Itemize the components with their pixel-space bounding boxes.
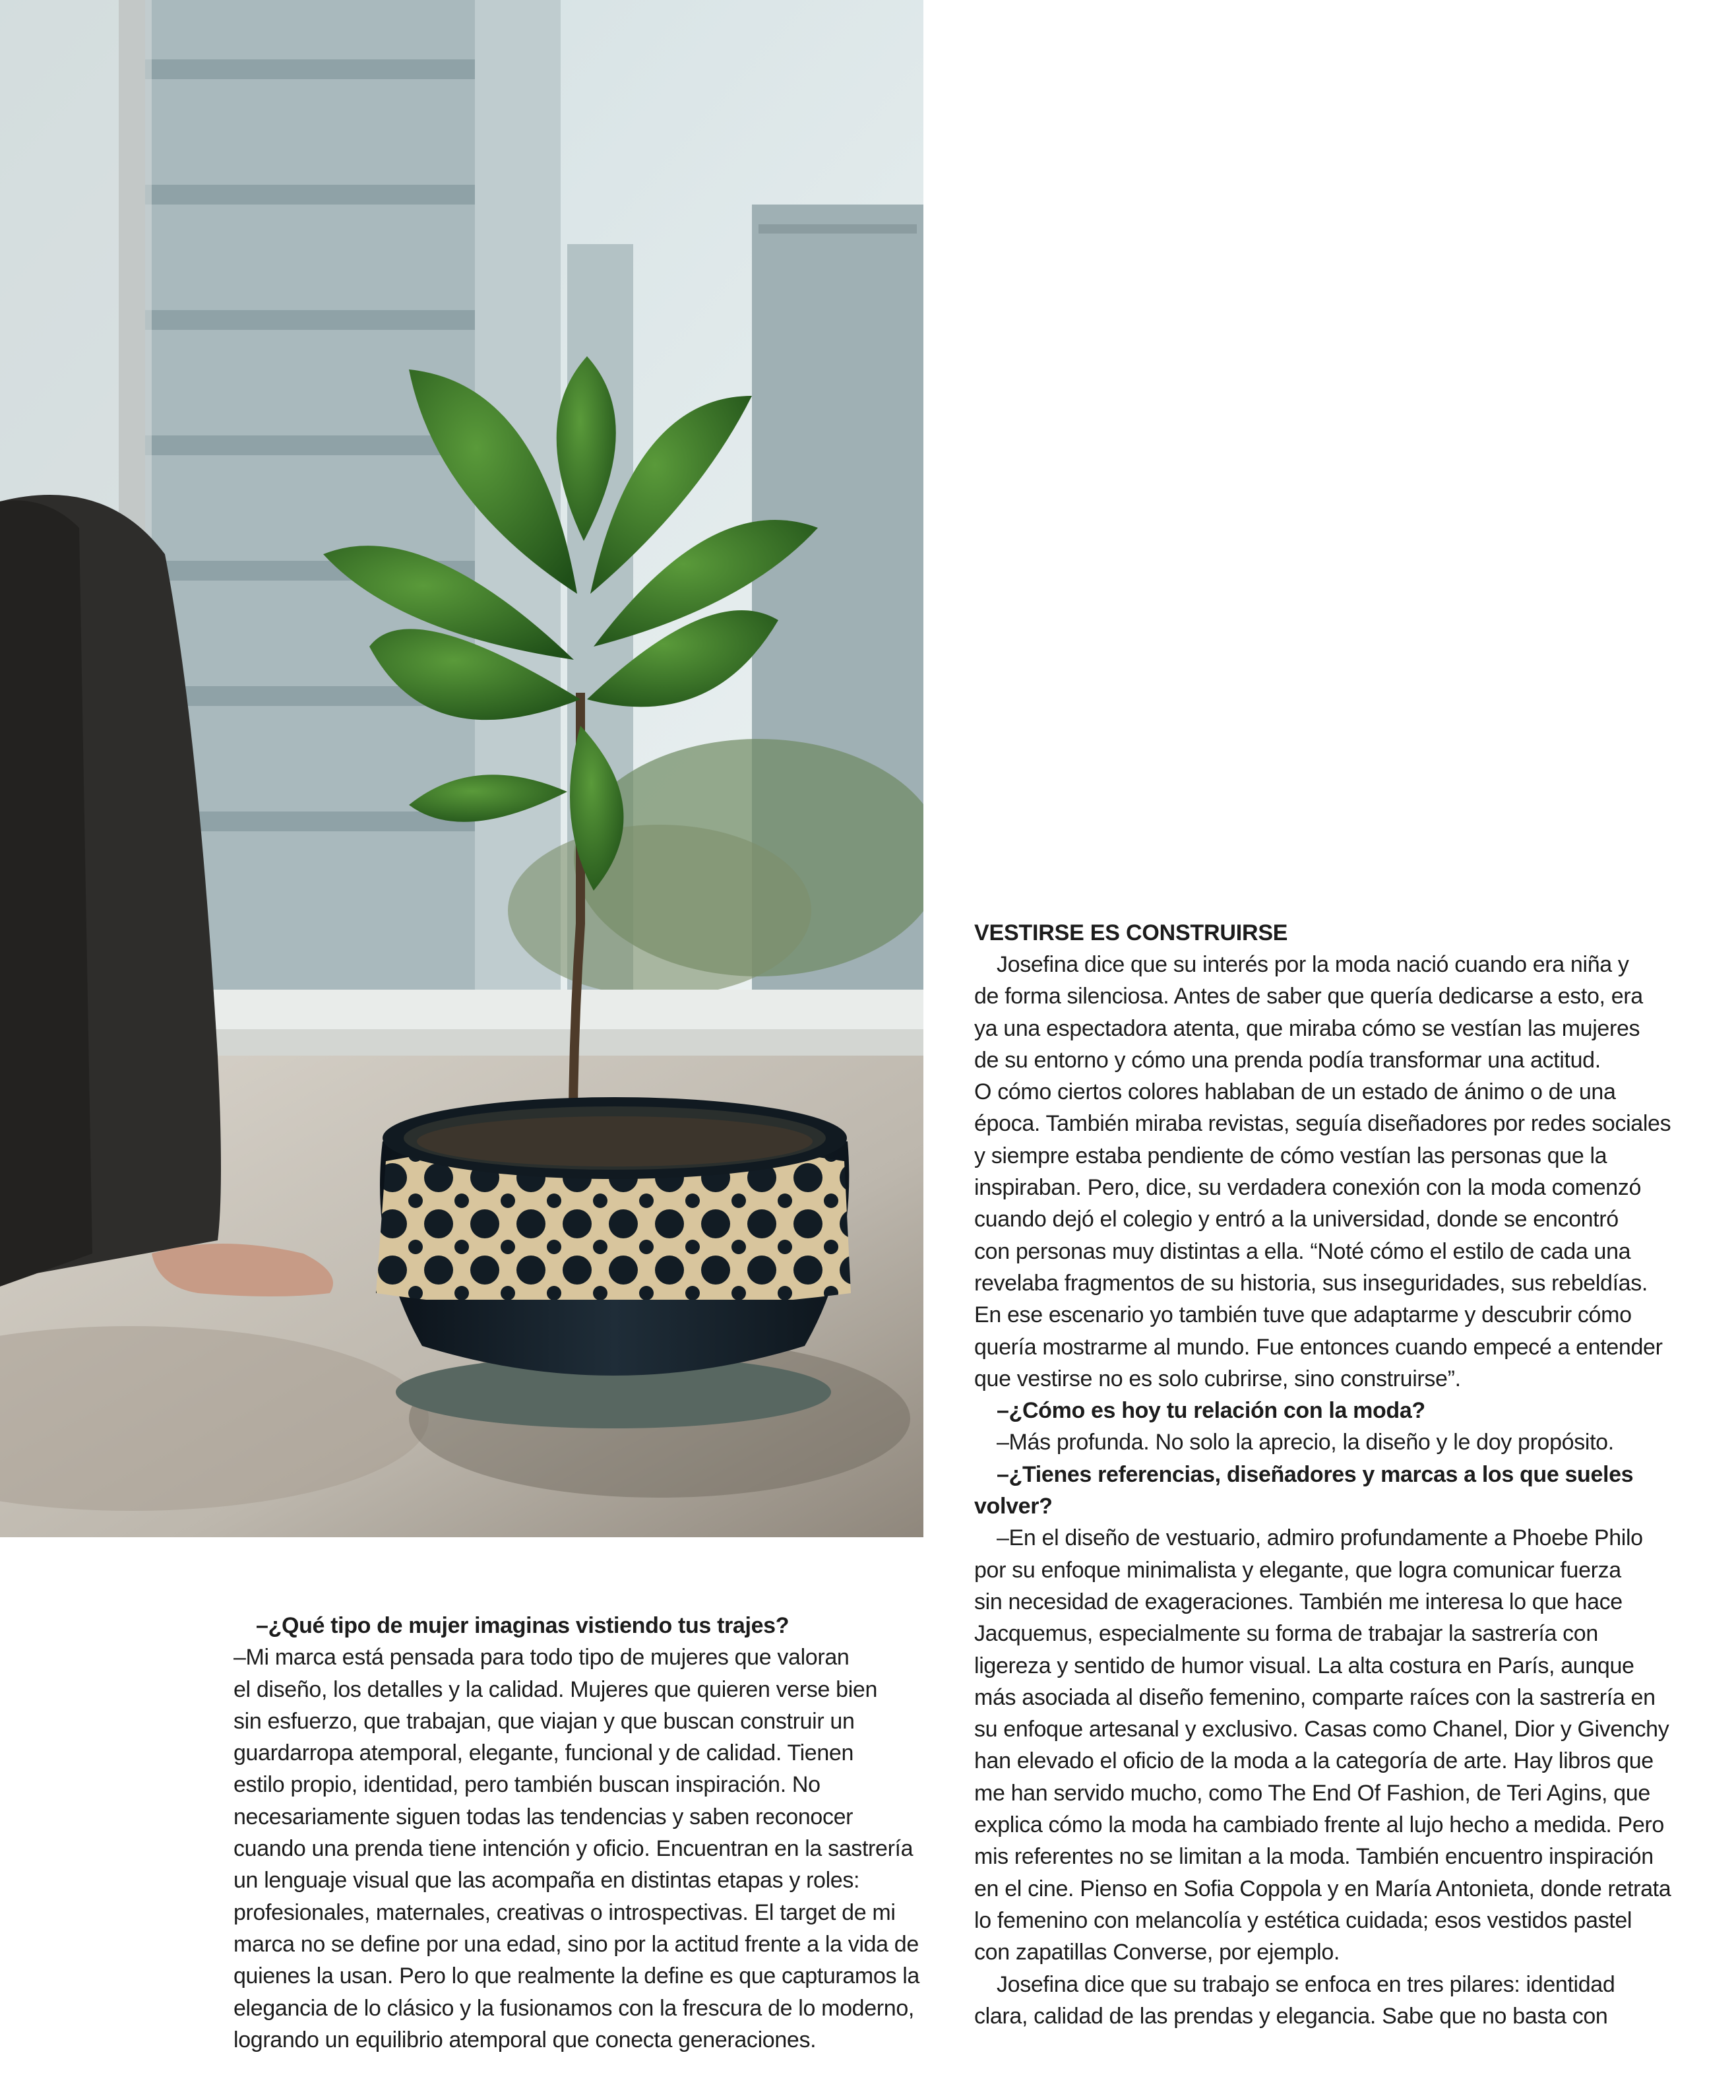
paragraph-line: profesionales, maternales, creativas o introspectivas. El target de mi	[233, 1899, 896, 1925]
paragraph-line: con personas muy distintas a ella. “Noté cómo el estilo de cada una	[974, 1238, 1631, 1264]
paragraph-line: el diseño, los detalles y la calidad. Mujeres que quieren verse bien	[233, 1676, 878, 1702]
left-column	[233, 1610, 919, 2056]
paragraph-line: su enfoque artesanal y exclusivo. Casas como Chanel, Dior y Givenchy	[974, 1717, 1669, 1742]
paragraph-line: y siempre estaba pendiente de cómo vestían las personas que la	[974, 1143, 1607, 1168]
paragraph-line: por su enfoque minimalista y elegante, que logra comunicar fuerza	[974, 1557, 1621, 1583]
paragraph-line: de su entorno y cómo una prenda podía transformar una actitud.	[974, 1047, 1601, 1073]
section-heading: VESTIRSE ES CONSTRUIRSE	[974, 920, 1288, 945]
paragraph-line: necesariamente siguen todas las tendencias y saben reconocer	[233, 1804, 853, 1830]
paragraph-line: marca no se define por una edad, sino por la actitud frente a la vida de	[233, 1931, 919, 1957]
paragraph-line: O cómo ciertos colores hablaban de un estado de ánimo o de una	[974, 1079, 1616, 1105]
paragraph-line: época. También miraba revistas, seguía diseñadores por redes sociales	[974, 1111, 1671, 1137]
paragraph-line: que vestirse no es solo cubrirse, sino construirse”.	[974, 1366, 1461, 1391]
paragraph-line: más asociada al diseño femenino, comparte raíces con la sastrería en	[974, 1684, 1656, 1710]
paragraph-line: Jacquemus, especialmente su forma de trabajar la sastrería con	[974, 1621, 1598, 1647]
paragraph-line: sin necesidad de exageraciones. También me interesa lo que hace	[974, 1589, 1623, 1614]
paragraph-line: cuando dejó el colegio y entró a la universidad, donde se encontró	[974, 1207, 1619, 1232]
plant-illustration	[0, 0, 923, 1537]
paragraph-line: ya una espectadora atenta, que miraba cómo se vestían las mujeres	[974, 1015, 1640, 1041]
paragraph-line: han elevado el oficio de la moda a la categoría de arte. Hay libros que	[974, 1748, 1654, 1774]
paragraph-line: un lenguaje visual que las acompaña en distintas etapas y roles:	[233, 1868, 860, 1893]
paragraph-line: En ese escenario yo también tuve que adaptarme y descubrir cómo	[974, 1302, 1632, 1328]
paragraph-line: quienes la usan. Pero lo que realmente la define es que capturamos la	[233, 1963, 919, 1989]
paragraph-line: con zapatillas Converse, por ejemplo.	[974, 1940, 1340, 1965]
paragraph-line: explica cómo la moda ha cambiado frente al lujo hecho a medida. Pero	[974, 1812, 1664, 1838]
paragraph-line: cuando una prenda tiene intención y oficio. Encuentran en la sastrería	[233, 1836, 914, 1862]
paragraph-line: sin esfuerzo, que trabajan, que viajan y que buscan construir un	[233, 1708, 855, 1734]
paragraph-line: guardarropa atemporal, elegante, funcional y de calidad. Tienen	[233, 1740, 854, 1766]
paragraph-line: clara, calidad de las prendas y elegancia. Sabe que no basta con	[974, 2003, 1608, 2029]
question-heading: –¿Tienes referencias, diseñadores y marcas a los que sueles	[997, 1461, 1634, 1487]
paragraph-line: ligereza y sentido de humor visual. La alta costura en París, aunque	[974, 1653, 1634, 1678]
paragraph-line: revelaba fragmentos de su historia, sus inseguridades, sus rebeldías.	[974, 1270, 1648, 1296]
paragraph-line: en el cine. Pienso en Sofia Coppola y en María Antonieta, donde retrata	[974, 1876, 1671, 1901]
paragraph-line: me han servido mucho, como The End Of Fashion, de Teri Agins, que	[974, 1780, 1650, 1806]
paragraph-line: lo femenino con melancolía y estética cuidada; esos vestidos pastel	[974, 1907, 1632, 1933]
paragraph-line: –Mi marca está pensada para todo tipo de mujeres que valoran	[233, 1645, 850, 1670]
right-column	[974, 917, 1673, 2032]
paragraph-line: elegancia de lo clásico y la fusionamos con la frescura de lo moderno,	[233, 1995, 914, 2021]
paragraph-line: Josefina dice que su interés por la moda nació cuando era niña y	[997, 952, 1629, 977]
question-heading-continued: volver?	[974, 1494, 1053, 1519]
paragraph-line: –En el diseño de vestuario, admiro profundamente a Phoebe Philo	[997, 1525, 1643, 1551]
paragraph-line: quería mostrarme al mundo. Fue entonces cuando empecé a entender	[974, 1334, 1663, 1360]
question-heading: –¿Cómo es hoy tu relación con la moda?	[997, 1398, 1425, 1424]
paragraph-line: inspiraban. Pero, dice, su verdadera conexión con la moda comenzó	[974, 1175, 1642, 1201]
paragraph-line: mis referentes no se limitan a la moda. También encuentro inspiración	[974, 1844, 1654, 1870]
question-heading: –¿Qué tipo de mujer imaginas vistiendo tus trajes?	[256, 1613, 790, 1638]
answer-line: –Más profunda. No solo la aprecio, la diseño y le doy propósito.	[997, 1430, 1614, 1455]
paragraph-line: estilo propio, identidad, pero también buscan inspiración. No	[233, 1772, 821, 1798]
plant-photo	[0, 0, 923, 1537]
paragraph-line: Josefina dice que su trabajo se enfoca en tres pilares: identidad	[997, 1971, 1615, 1997]
paragraph-line: de forma silenciosa. Antes de saber que quería dedicarse a esto, era	[974, 984, 1643, 1009]
paragraph-line: logrando un equilibrio atemporal que conecta generaciones.	[233, 2027, 817, 2052]
